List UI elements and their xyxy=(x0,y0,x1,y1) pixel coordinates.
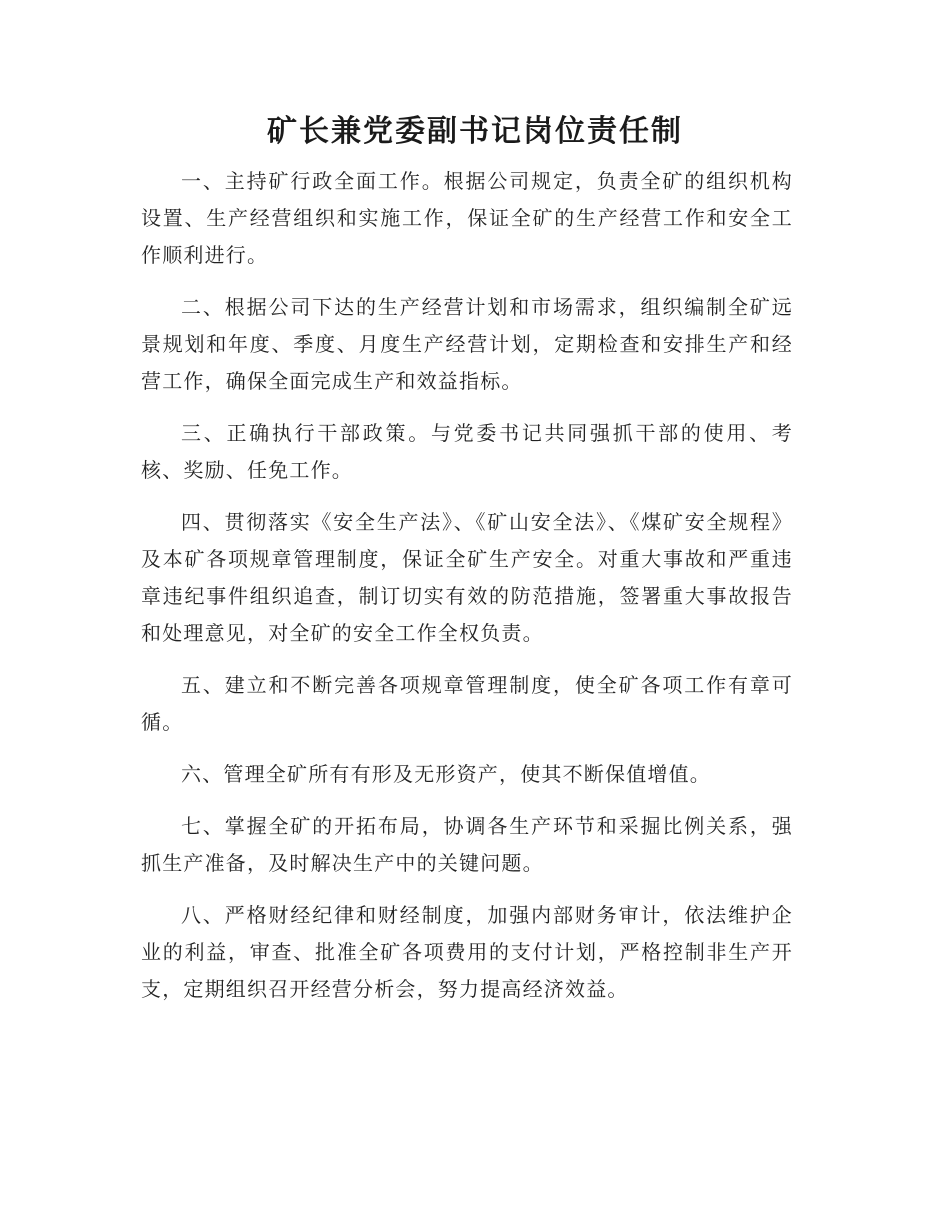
document-title: 矿长兼党委副书记岗位责任制 xyxy=(267,114,683,149)
paragraph-8: 八、严格财经纪律和财经制度，加强内部财务审计，依法维护企业的利益，审查、批准全矿各项费用的支付计划，严格控制非生产开支，定期组织召开经营分析会，努力提高经济效益。 xyxy=(141,903,793,1001)
paragraph-5: 五、建立和不断完善各项规章管理制度，使全矿各项工作有章可循。 xyxy=(141,673,793,734)
paragraph-1: 一、主持矿行政全面工作。根据公司规定，负责全矿的组织机构设置、生产经营组织和实施工作，保证全矿的生产经营工作和安全工作顺利进行。 xyxy=(141,169,793,267)
paragraph-4: 四、贯彻落实《安全生产法》、《矿山安全法》、《煤矿安全规程》及本矿各项规章管理制度，保证全矿生产安全。对重大事故和严重违章违纪事件组织追查，制订切实有效的防范措施，签署重大事故报告和处理意见，对全矿的安全工作全权负责。 xyxy=(141,510,793,645)
document-body xyxy=(141,163,793,1023)
paragraph-7: 七、掌握全矿的开拓布局，协调各生产环节和采掘比例关系，强抓生产准备，及时解决生产中的关键问题。 xyxy=(141,814,793,875)
paragraph-2: 二、根据公司下达的生产经营计划和市场需求，组织编制全矿远景规划和年度、季度、月度生产经营计划，定期检查和安排生产和经营工作，确保全面完成生产和效益指标。 xyxy=(141,295,793,393)
paragraph-3: 三、正确执行干部政策。与党委书记共同强抓干部的使用、考核、奖励、任免工作。 xyxy=(141,421,793,482)
paragraph-6: 六、管理全矿所有有形及无形资产，使其不断保值增值。 xyxy=(181,762,711,786)
